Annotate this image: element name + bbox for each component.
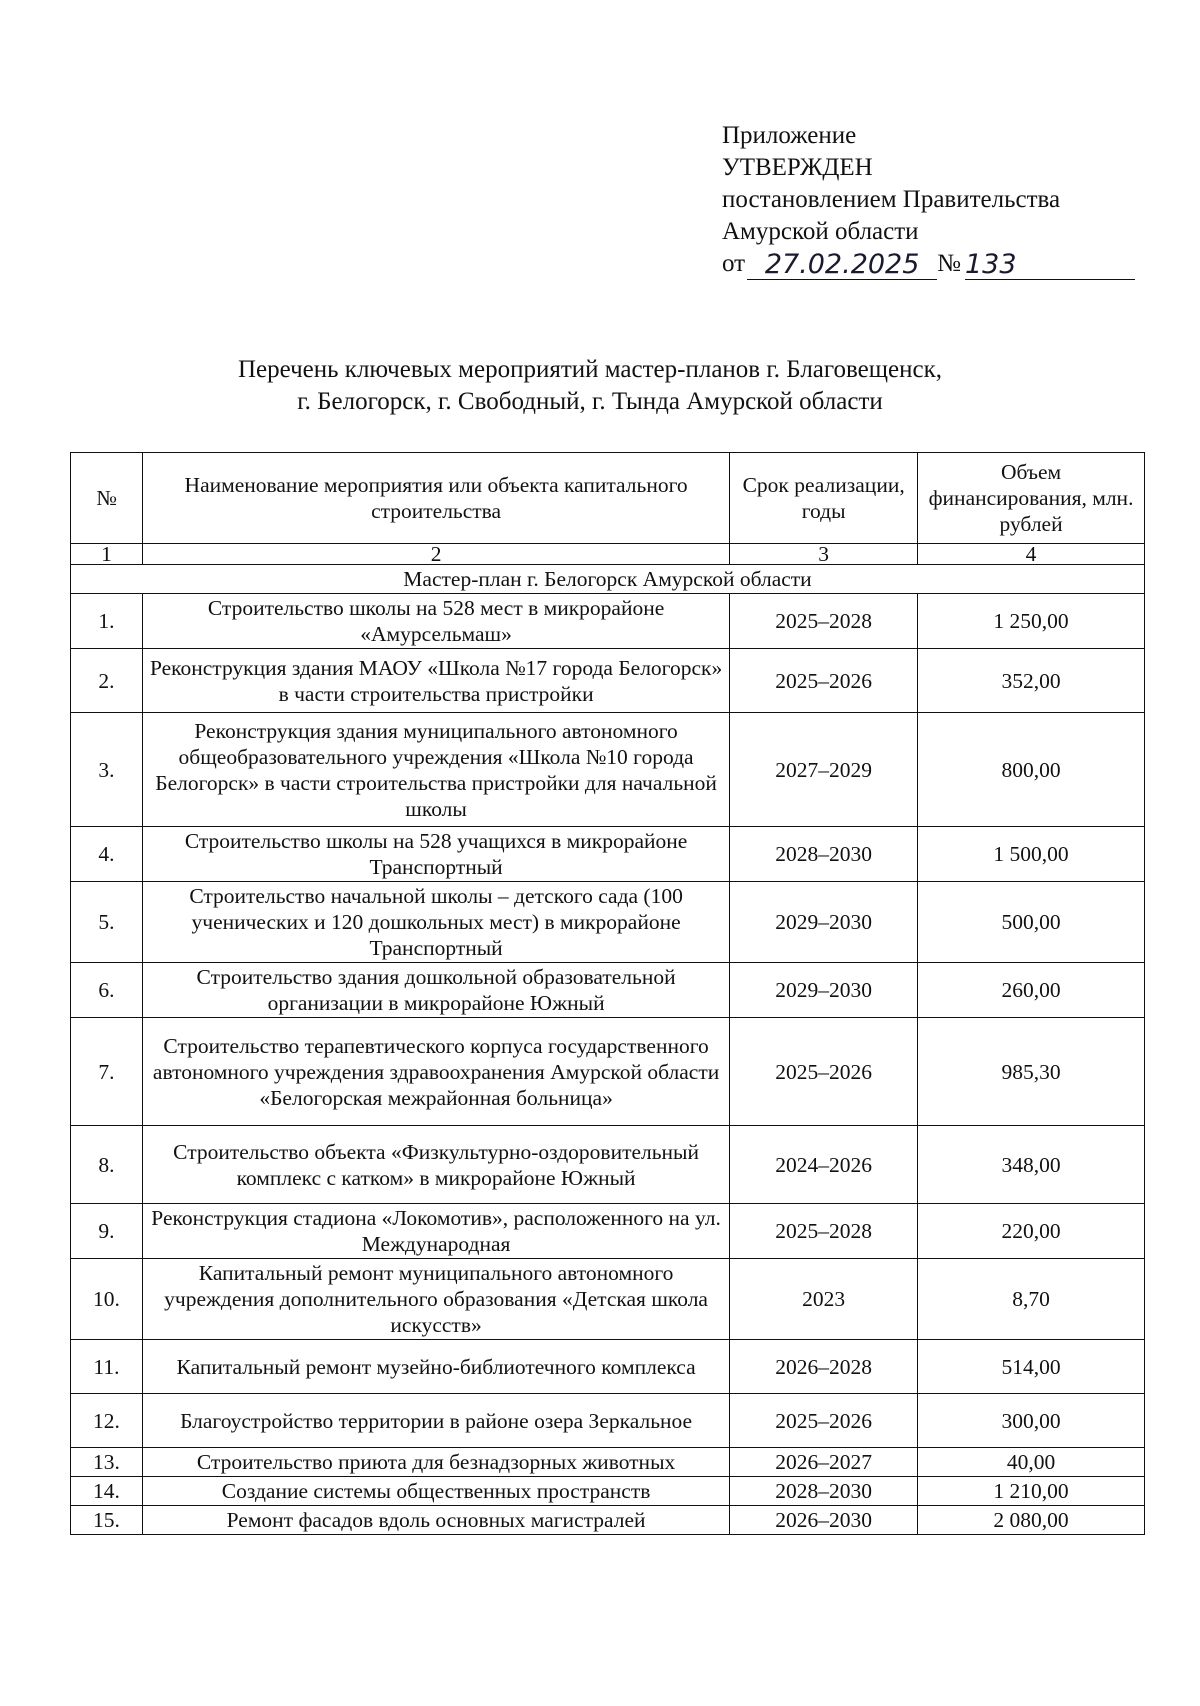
table-row bbox=[71, 713, 1145, 827]
row-amount: 300,00 bbox=[918, 1394, 1145, 1448]
row-number: 5. bbox=[71, 882, 143, 963]
row-amount: 1 210,00 bbox=[918, 1477, 1145, 1506]
row-period: 2025–2028 bbox=[730, 594, 918, 649]
number-prefix: № bbox=[937, 250, 961, 277]
table-header-row bbox=[71, 453, 1145, 544]
table-row bbox=[71, 827, 1145, 882]
row-amount: 40,00 bbox=[918, 1448, 1145, 1477]
row-amount: 1 500,00 bbox=[918, 827, 1145, 882]
row-amount: 1 250,00 bbox=[918, 594, 1145, 649]
title-line-1: Перечень ключевых мероприятий мастер-планов г. Благовещенск, bbox=[237, 356, 942, 383]
table-row bbox=[71, 1259, 1145, 1340]
table-row bbox=[71, 1204, 1145, 1259]
handwritten-number: 133 bbox=[965, 251, 1135, 280]
row-period: 2024–2026 bbox=[730, 1126, 918, 1204]
row-amount: 514,00 bbox=[918, 1340, 1145, 1394]
row-period: 2029–2030 bbox=[730, 963, 918, 1018]
header-period: Срок реализации, годы bbox=[730, 453, 918, 544]
row-amount: 8,70 bbox=[918, 1259, 1145, 1340]
row-name: Капитальный ремонт муниципального автономного учреждения дополнительного образования «Детская школа искусств» bbox=[142, 1259, 729, 1340]
row-name: Строительство школы на 528 учащихся в микрорайоне Транспортный bbox=[142, 827, 729, 882]
row-number: 13. bbox=[71, 1448, 143, 1477]
row-number: 8. bbox=[71, 1126, 143, 1204]
document-title bbox=[160, 354, 1020, 418]
row-amount: 500,00 bbox=[918, 882, 1145, 963]
resolution-label: постановлением Правительства bbox=[722, 186, 1061, 213]
row-period: 2025–2026 bbox=[730, 1018, 918, 1126]
row-name: Реконструкция здания МАОУ «Школа №17 города Белогорск» в части строительства пристройки bbox=[142, 649, 729, 713]
region-label: Амурской области bbox=[722, 218, 919, 245]
handwritten-date: 27.02.2025 bbox=[747, 251, 937, 280]
row-amount: 220,00 bbox=[918, 1204, 1145, 1259]
row-period: 2023 bbox=[730, 1259, 918, 1340]
title-line-2: г. Белогорск, г. Свободный, г. Тында Амурской области bbox=[297, 388, 883, 415]
row-period: 2029–2030 bbox=[730, 882, 918, 963]
row-amount: 348,00 bbox=[918, 1126, 1145, 1204]
row-number: 7. bbox=[71, 1018, 143, 1126]
row-period: 2026–2028 bbox=[730, 1340, 918, 1394]
row-name: Строительство начальной школы – детского сада (100 ученических и 120 дошкольных мест) в микрорайоне Транспортный bbox=[142, 882, 729, 963]
table-row bbox=[71, 594, 1145, 649]
table-row bbox=[71, 1477, 1145, 1506]
table-row bbox=[71, 1126, 1145, 1204]
row-number: 2. bbox=[71, 649, 143, 713]
row-number: 4. bbox=[71, 827, 143, 882]
measures-table bbox=[70, 452, 1145, 1535]
header-amount: Объем финансирования, млн. рублей bbox=[918, 453, 1145, 544]
header-number: № bbox=[71, 453, 143, 544]
header-name: Наименование мероприятия или объекта капитального строительства bbox=[142, 453, 729, 544]
approval-block bbox=[722, 120, 1142, 280]
table-row bbox=[71, 1018, 1145, 1126]
row-amount: 985,30 bbox=[918, 1018, 1145, 1126]
row-period: 2028–2030 bbox=[730, 827, 918, 882]
approved-label: УТВЕРЖДЕН bbox=[722, 154, 873, 181]
column-number: 1 bbox=[71, 544, 143, 565]
row-period: 2026–2030 bbox=[730, 1506, 918, 1535]
row-name: Капитальный ремонт музейно-библиотечного комплекса bbox=[142, 1340, 729, 1394]
row-name: Строительство терапевтического корпуса государственного автономного учреждения здравоохранения Амурской области «Белогорская межрайонная больница» bbox=[142, 1018, 729, 1126]
resolution-date-line bbox=[722, 248, 1142, 280]
row-number: 14. bbox=[71, 1477, 143, 1506]
row-number: 1. bbox=[71, 594, 143, 649]
row-name: Благоустройство территории в районе озера Зеркальное bbox=[142, 1394, 729, 1448]
table-row bbox=[71, 1394, 1145, 1448]
row-number: 10. bbox=[71, 1259, 143, 1340]
row-period: 2026–2027 bbox=[730, 1448, 918, 1477]
row-amount: 2 080,00 bbox=[918, 1506, 1145, 1535]
row-period: 2025–2026 bbox=[730, 1394, 918, 1448]
row-name: Реконструкция стадиона «Локомотив», расположенного на ул. Международная bbox=[142, 1204, 729, 1259]
row-name: Реконструкция здания муниципального автономного общеобразовательного учреждения «Школа №10 города Белогорск» в части строительства пристройки для начальной школы bbox=[142, 713, 729, 827]
appendix-label: Приложение bbox=[722, 122, 857, 149]
row-number: 15. bbox=[71, 1506, 143, 1535]
table-row bbox=[71, 1448, 1145, 1477]
table-row bbox=[71, 1506, 1145, 1535]
row-name: Строительство здания дошкольной образовательной организации в микрорайоне Южный bbox=[142, 963, 729, 1018]
row-number: 6. bbox=[71, 963, 143, 1018]
row-period: 2025–2028 bbox=[730, 1204, 918, 1259]
row-amount: 352,00 bbox=[918, 649, 1145, 713]
row-number: 12. bbox=[71, 1394, 143, 1448]
row-period: 2027–2029 bbox=[730, 713, 918, 827]
section-title: Мастер-план г. Белогорск Амурской области bbox=[71, 565, 1145, 594]
row-number: 3. bbox=[71, 713, 143, 827]
date-prefix: от bbox=[722, 250, 746, 277]
row-period: 2028–2030 bbox=[730, 1477, 918, 1506]
row-amount: 800,00 bbox=[918, 713, 1145, 827]
row-name: Создание системы общественных пространств bbox=[142, 1477, 729, 1506]
column-number: 4 bbox=[918, 544, 1145, 565]
row-name: Строительство объекта «Физкультурно-оздоровительный комплекс с катком» в микрорайоне Южный bbox=[142, 1126, 729, 1204]
column-number: 2 bbox=[142, 544, 729, 565]
column-number: 3 bbox=[730, 544, 918, 565]
row-name: Ремонт фасадов вдоль основных магистралей bbox=[142, 1506, 729, 1535]
row-number: 11. bbox=[71, 1340, 143, 1394]
table-row bbox=[71, 882, 1145, 963]
table-row bbox=[71, 649, 1145, 713]
row-name: Строительство приюта для безнадзорных животных bbox=[142, 1448, 729, 1477]
row-period: 2025–2026 bbox=[730, 649, 918, 713]
row-amount: 260,00 bbox=[918, 963, 1145, 1018]
section-row bbox=[71, 565, 1145, 594]
table-row bbox=[71, 1340, 1145, 1394]
row-name: Строительство школы на 528 мест в микрорайоне «Амурсельмаш» bbox=[142, 594, 729, 649]
table-row bbox=[71, 963, 1145, 1018]
row-number: 9. bbox=[71, 1204, 143, 1259]
column-number-row bbox=[71, 544, 1145, 565]
